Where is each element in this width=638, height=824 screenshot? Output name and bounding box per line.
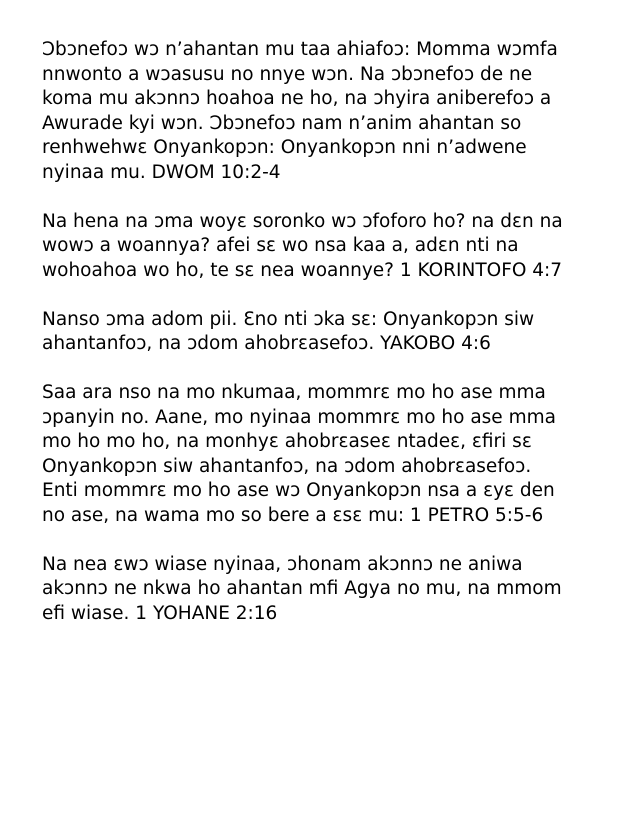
text-line: akɔnnɔ ne nkwa ho ahantan mfi Agya no mu, na mmom [42,578,562,599]
text-line: koma mu akɔnnɔ hoahoa ne ho, na ɔhyira aniberefoɔ a [42,88,552,109]
paragraph-yakobo [42,308,602,357]
text-line: Na hena na ɔma woyɛ soronko wɔ ɔfoforo ho? na dɛn na [42,210,563,232]
paragraph-dwom [42,38,602,185]
text-line: Awurade kyi wɔn. Ɔbɔnefoɔ nam n’anim ahantan so [42,112,522,134]
text-line: mo ho mo ho, na monhyɛ ahobrɛaseɛ ntadeɛ, ɛfiri sɛ [42,431,532,452]
text-line: Saa ara nso na mo nkumaa, mommrɛ mo ho ase mma [42,382,546,403]
text-line: Ɔbɔnefoɔ wɔ n’ahantan mu taa ahiafoɔ: Momma wɔmfa [42,39,558,60]
text-line: ahantanfoɔ, na ɔdom ahobrɛasefoɔ. YAKOBO 4:6 [42,333,491,354]
paragraph-petro [42,381,602,528]
text-line: Enti mommrɛ mo ho ase wɔ Onyankopɔn nsa a ɛyɛ den [42,480,555,501]
text-line: nyinaa mu. DWOM 10:2-4 [42,161,281,183]
text-line: Onyankopɔn siw ahantanfoɔ, na ɔdom ahobrɛasefoɔ. [42,455,532,477]
text-line: efi wiase. 1 YOHANE 2:16 [42,602,278,624]
text-line: wowɔ a woannya? afei sɛ wo nsa kaa a, adɛn nti na [42,235,519,256]
paragraph-korintofo [42,210,602,284]
text-line: ɔpanyin no. Aane, mo nyinaa mommrɛ mo ho ase mma [42,406,556,428]
text-line: renhwehwɛ Onyankopɔn: Onyankopɔn nni n’adwene [42,137,527,158]
text-line: nnwonto a wɔasusu no nnye wɔn. Na ɔbɔnefoɔ de ne [42,63,533,85]
document-page [42,38,602,651]
text-line: no ase, na wama mo so bere a ɛsɛ mu: 1 PETRO 5:5-6 [42,504,544,526]
text-line: wohoahoa wo ho, te sɛ nea woannye? 1 KORINTOFO 4:7 [42,259,563,281]
text-line: Na nea ɛwɔ wiase nyinaa, ɔhonam akɔnnɔ ne aniwa [42,553,523,575]
text-line: Nanso ɔma adom pii. Ɛno nti ɔka sɛ: Onyankopɔn siw [42,308,535,330]
paragraph-yohane [42,553,602,627]
